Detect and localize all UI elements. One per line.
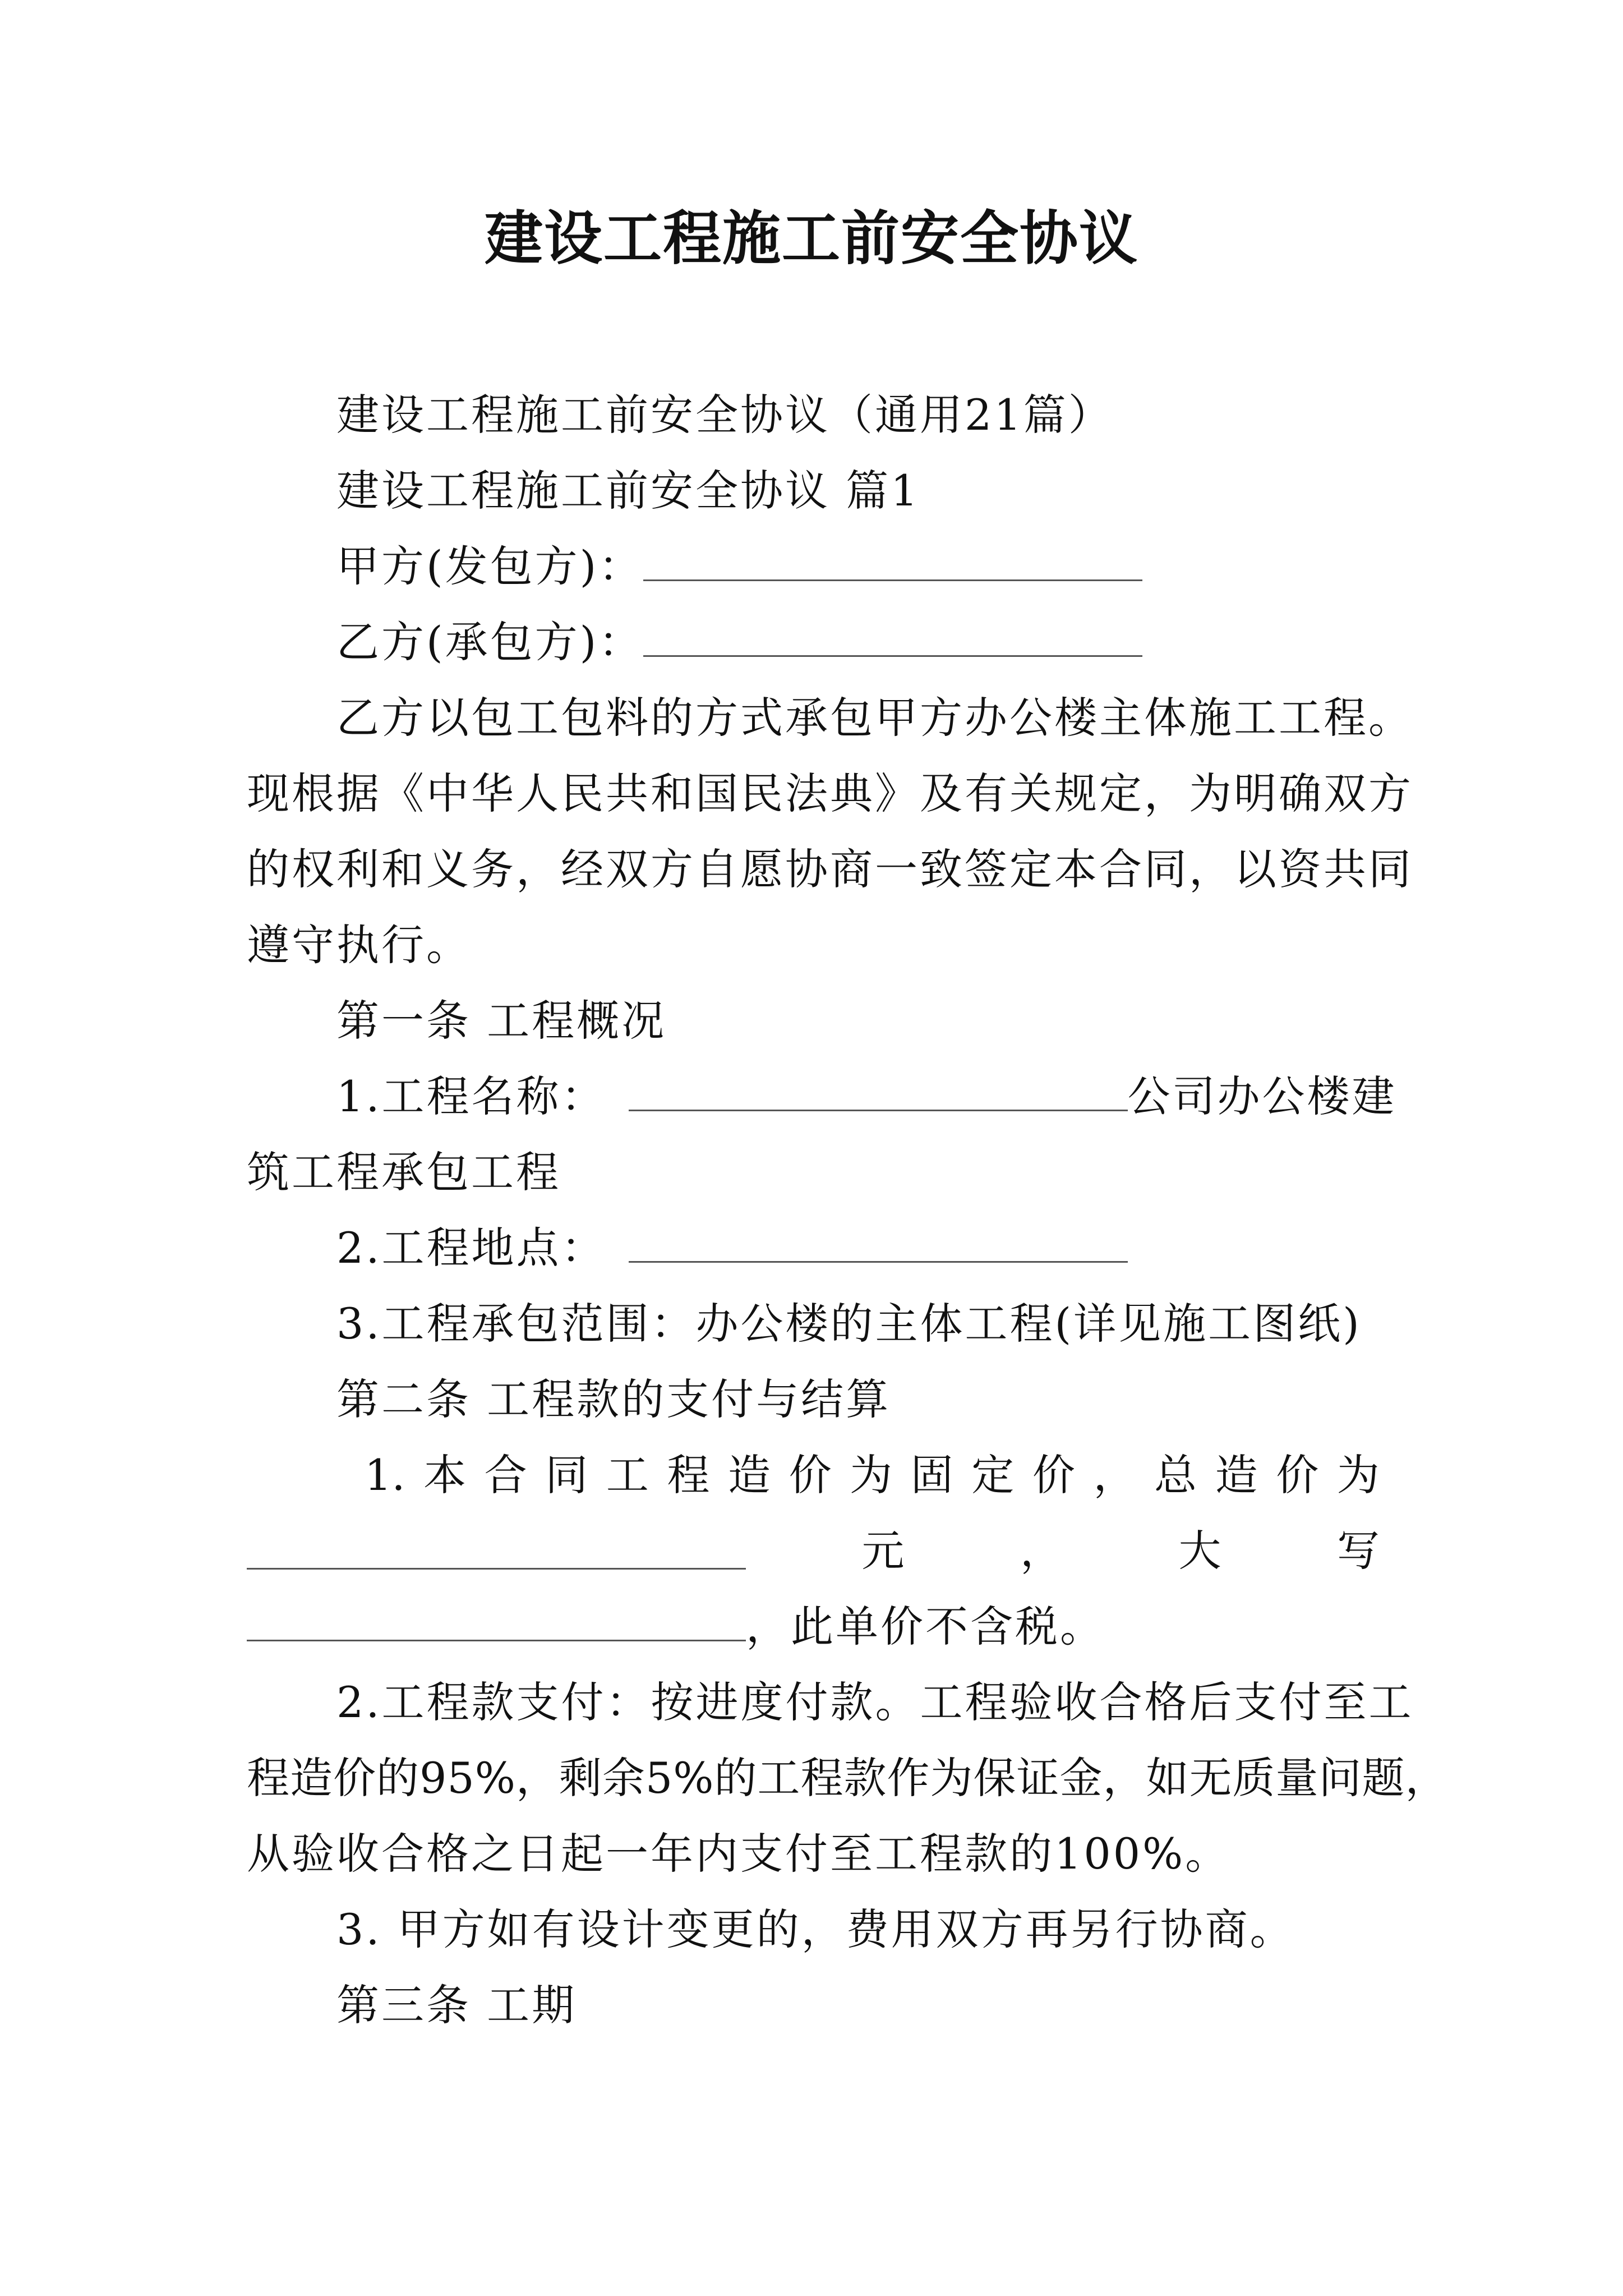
justified-char: 程 xyxy=(667,1450,710,1500)
article-2-item-2-line-1: 2.工程款支付：按进度付款。工程验收合格后支付至工 xyxy=(336,1677,1414,1727)
comma-mark: ， xyxy=(1020,1526,1063,1576)
project-location-label: 2.工程地点： xyxy=(336,1223,606,1273)
total-price-uppercase-blank xyxy=(247,1600,746,1641)
justified-char: 总 xyxy=(1154,1450,1197,1500)
article-2-item-2-line-3: 从验收合格之日起一年内支付至工程款的100%。 xyxy=(247,1829,1230,1879)
justified-char: 价 xyxy=(1276,1450,1319,1500)
document-title: 建设工程施工前安全协议 xyxy=(484,204,1138,273)
article-1-item-2 xyxy=(336,1220,1128,1276)
article-1-item-3: 3.工程承包范围：办公楼的主体工程(详见施工图纸) xyxy=(336,1299,1362,1349)
justified-char: 为 xyxy=(1336,1450,1380,1500)
party-a-line xyxy=(336,539,1142,595)
justified-char: 价 xyxy=(1032,1450,1075,1500)
daxie-char-2: 写 xyxy=(1337,1526,1380,1576)
article-3-heading: 第三条 工期 xyxy=(336,1980,577,2030)
intro-paragraph-line-1: 乙方以包工包料的方式承包甲方办公楼主体施工工程。 xyxy=(336,693,1413,743)
section-title: 建设工程施工前安全协议 篇1 xyxy=(336,466,920,516)
intro-paragraph-line-3: 的权利和义务，经双方自愿协商一致签定本合同，以资共同 xyxy=(247,844,1413,894)
article-1-heading: 第一条 工程概况 xyxy=(336,996,667,1046)
party-b-label: 乙方(承包方)： xyxy=(336,617,644,667)
justified-char: 定 xyxy=(971,1450,1015,1500)
intro-paragraph-line-2: 现根据《中华人民共和国民法典》及有关规定，为明确双方 xyxy=(247,769,1413,818)
justified-char: 固 xyxy=(910,1450,953,1500)
yuan-label: 元 xyxy=(861,1526,905,1576)
justified-char: 造 xyxy=(1215,1450,1258,1500)
article-1-item-1 xyxy=(336,1069,1397,1125)
article-2-heading: 第二条 工程款的支付与结算 xyxy=(336,1374,891,1424)
justified-char: 工 xyxy=(606,1450,649,1500)
project-name-suffix: 公司办公楼建 xyxy=(1127,1071,1397,1121)
total-price-blank xyxy=(247,1523,746,1570)
justified-char: 1. xyxy=(365,1450,405,1500)
justified-char: 造 xyxy=(727,1450,771,1500)
party-b-blank xyxy=(643,616,1142,657)
article-1-item-1-continued: 筑工程承包工程 xyxy=(247,1147,561,1197)
document-subtitle: 建设工程施工前安全协议（通用21篇） xyxy=(336,390,1113,440)
justified-char: 同 xyxy=(545,1450,588,1500)
daxie-char-1: 大 xyxy=(1178,1526,1221,1576)
intro-paragraph-line-4: 遵守执行。 xyxy=(247,920,471,970)
justified-char: ， xyxy=(1093,1450,1136,1500)
justified-char: 合 xyxy=(484,1450,527,1500)
article-2-item-2-line-2: 程造价的95%，剩余5%的工程款作为保证金，如无质量问题， xyxy=(247,1753,1449,1803)
project-name-blank xyxy=(629,1070,1128,1111)
justified-char: 价 xyxy=(789,1450,832,1500)
party-b-line xyxy=(336,614,1142,670)
justified-char: 为 xyxy=(850,1450,893,1500)
article-2-item-1-line-2 xyxy=(247,1523,1380,1579)
party-a-blank xyxy=(643,540,1142,581)
party-a-label: 甲方(发包方)： xyxy=(336,541,644,591)
article-2-item-3: 3. 甲方如有设计变更的，费用双方再另行协商。 xyxy=(336,1904,1295,1954)
project-location-blank xyxy=(629,1222,1128,1263)
justified-char: 本 xyxy=(423,1450,467,1500)
project-name-label: 1.工程名称： xyxy=(336,1071,606,1121)
price-tax-note: ，此单价不含税。 xyxy=(746,1602,1105,1651)
article-2-item-1-line-3 xyxy=(247,1599,1105,1655)
article-2-item-1-line-1 xyxy=(365,1447,1380,1503)
